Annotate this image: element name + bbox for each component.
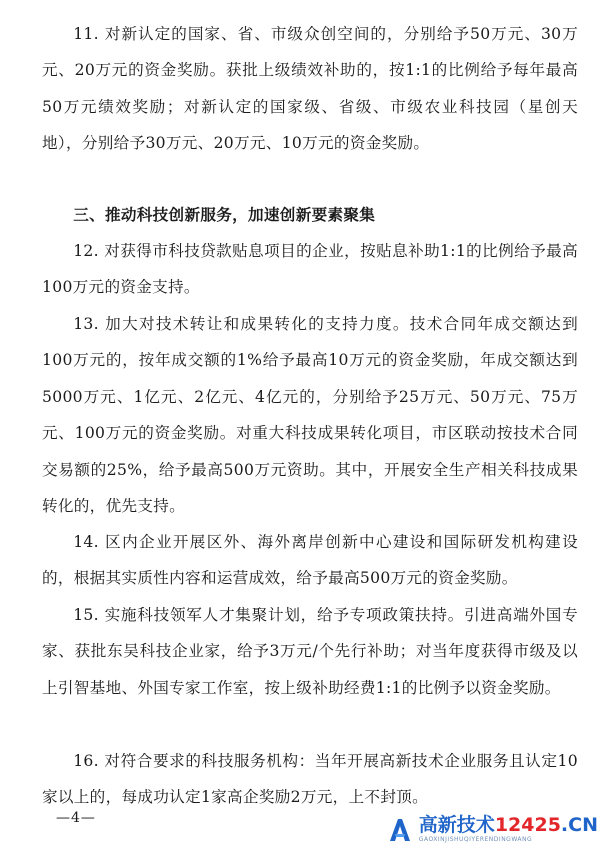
a-letter-logo-icon: [387, 817, 413, 843]
paragraph-11: 11. 对新认定的国家、省、市级众创空间的，分别给予50万元、30万元、20万元的资金奖励。获批上级绩效补助的，按1:1的比例给予每年最高50万元绩效奖励；对新认定的国家级、省级、市级农业科技园（星创天地），分别给予30万元、20万元、10万元的资金奖励。: [42, 25, 578, 153]
paragraph-15: 15. 实施科技领军人才集聚计划，给予专项政策扶持。引进高端外国专家、获批东吴科技企业家，给予3万元/个先行补助；对当年度获得市级及以上引智基地、外国专家工作室，按上级补助经费1:1的比例予以资金奖励。: [42, 606, 579, 697]
section-heading-3: 三、推动科技创新服务，加速创新要素聚集: [73, 206, 376, 224]
paragraph-12: 12. 对获得市科技贷款贴息项目的企业，按贴息补助1:1的比例给予最高100万元的资金支持。: [42, 242, 578, 297]
watermark-number: 12425: [494, 814, 561, 836]
paragraph-14: 14. 区内企业开展区外、海外离岸创新中心建设和国际研发机构建设的，根据其实质性内容和运营成效，给予最高500万元的资金奖励。: [42, 533, 578, 588]
page-number: —4—: [56, 810, 96, 826]
watermark-tld: .CN: [560, 814, 598, 836]
site-watermark: [387, 816, 598, 843]
watermark-subtext: GAOXINJISHUQIYERENDINGWANG: [418, 836, 533, 843]
watermark-main-text: 高新技术: [418, 814, 495, 836]
paragraph-13: 13. 加大对技术转让和成果转化的支持力度。技术合同年成交额达到100万元的，按年成交额的1%给予最高10万元的资金奖励，年成交额达到5000万元、1亿元、2亿元、4亿元的，分别给予25万元、50万元、75万元、100万元的资金奖励。对重大科技成果转化项目，市区联动按技术合同交易额的25%，给予最高500万元资助。其中，开展安全生产相关科技成果转化的，优先支持。: [42, 315, 578, 516]
paragraph-16: 16. 对符合要求的科技服务机构：当年开展高新技术企业服务且认定10家以上的，每成功认定1家高企奖励2万元，上不封顶。: [42, 752, 578, 807]
